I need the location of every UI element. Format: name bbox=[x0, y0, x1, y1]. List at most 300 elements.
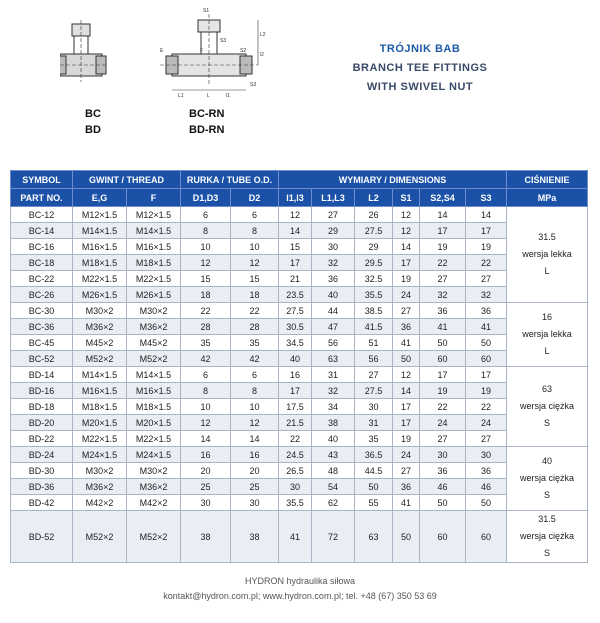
table-cell: 30 bbox=[420, 447, 466, 463]
table-cell: 30 bbox=[181, 495, 231, 511]
table-cell: 17 bbox=[466, 367, 507, 383]
table-row bbox=[11, 399, 588, 415]
pressure-rating bbox=[507, 367, 588, 447]
table-row bbox=[11, 287, 588, 303]
table-cell: 17 bbox=[420, 367, 466, 383]
table-cell: 17 bbox=[393, 399, 420, 415]
table-cell: 15 bbox=[181, 271, 231, 287]
pressure-series: wersja ciężka bbox=[520, 531, 575, 541]
table-row bbox=[11, 351, 588, 367]
part-number: BC-30 bbox=[11, 303, 73, 319]
table-cell: 38.5 bbox=[355, 303, 393, 319]
table-cell: 14 bbox=[466, 207, 507, 223]
header-col: L2 bbox=[355, 189, 393, 207]
table-row bbox=[11, 463, 588, 479]
svg-text:S1: S1 bbox=[203, 8, 210, 14]
table-row bbox=[11, 495, 588, 511]
table-cell: 41 bbox=[393, 335, 420, 351]
table-row bbox=[11, 207, 588, 223]
table-cell: 19 bbox=[420, 383, 466, 399]
table-cell: 12 bbox=[393, 207, 420, 223]
table-cell: 38 bbox=[312, 415, 355, 431]
title-polish: TRÓJNIK BAB bbox=[379, 43, 461, 55]
table-row bbox=[11, 383, 588, 399]
header-dimensions: WYMIARY / DIMENSIONS bbox=[279, 171, 507, 189]
table-cell: 10 bbox=[181, 399, 231, 415]
header-symbol: SYMBOL bbox=[11, 171, 73, 189]
header-col: S1 bbox=[393, 189, 420, 207]
table-cell: 21 bbox=[279, 271, 312, 287]
table-cell: 32 bbox=[312, 255, 355, 271]
part-number: BC-26 bbox=[11, 287, 73, 303]
table-cell: 27 bbox=[355, 367, 393, 383]
table-cell: 14 bbox=[393, 383, 420, 399]
table-cell: 55 bbox=[355, 495, 393, 511]
pressure-series: wersja lekka bbox=[522, 249, 572, 259]
table-cell: 62 bbox=[312, 495, 355, 511]
table-cell: 22 bbox=[181, 303, 231, 319]
table-cell: M45×2 bbox=[73, 335, 127, 351]
table-cell: 14 bbox=[231, 431, 279, 447]
svg-text:S3: S3 bbox=[250, 82, 257, 88]
header-col: S2,S4 bbox=[420, 189, 466, 207]
table-row bbox=[11, 479, 588, 495]
table-cell: 31 bbox=[355, 415, 393, 431]
table-cell: 25 bbox=[231, 479, 279, 495]
table-cell: 12 bbox=[393, 223, 420, 239]
table-cell: 12 bbox=[279, 207, 312, 223]
table-cell: 50 bbox=[466, 335, 507, 351]
table-cell: 42 bbox=[231, 351, 279, 367]
pressure-series: wersja ciężka bbox=[520, 473, 575, 483]
part-number: BD-22 bbox=[11, 431, 73, 447]
part-number: BD-36 bbox=[11, 479, 73, 495]
table-cell: 30 bbox=[279, 479, 312, 495]
table-row bbox=[11, 239, 588, 255]
table-cell: M45×2 bbox=[127, 335, 181, 351]
table-cell: 14 bbox=[393, 239, 420, 255]
table-cell: 35 bbox=[231, 335, 279, 351]
table-cell: 60 bbox=[420, 511, 466, 563]
table-cell: 17 bbox=[279, 255, 312, 271]
table-cell: 27.5 bbox=[279, 303, 312, 319]
table-cell: 6 bbox=[181, 367, 231, 383]
table-cell: 12 bbox=[231, 255, 279, 271]
svg-text:L1: L1 bbox=[178, 93, 184, 98]
table-row bbox=[11, 319, 588, 335]
header-row-2 bbox=[11, 189, 588, 207]
table-cell: 17.5 bbox=[279, 399, 312, 415]
table-cell: 46 bbox=[420, 479, 466, 495]
pressure-value: 31.5 bbox=[538, 514, 556, 524]
table-cell: 50 bbox=[393, 511, 420, 563]
table-cell: 24 bbox=[466, 415, 507, 431]
table-cell: M18×1.5 bbox=[127, 255, 181, 271]
table-cell: 47 bbox=[312, 319, 355, 335]
table-cell: 19 bbox=[393, 431, 420, 447]
table-cell: 30 bbox=[312, 239, 355, 255]
table-cell: 27 bbox=[466, 271, 507, 287]
table-cell: 50 bbox=[420, 495, 466, 511]
table-row bbox=[11, 303, 588, 319]
table-cell: 30 bbox=[355, 399, 393, 415]
table-cell: 8 bbox=[231, 223, 279, 239]
pressure-series: wersja lekka bbox=[522, 329, 572, 339]
table-cell: 20 bbox=[231, 463, 279, 479]
table-cell: 27 bbox=[420, 431, 466, 447]
table-row bbox=[11, 447, 588, 463]
product-title bbox=[320, 40, 520, 97]
table-cell: M26×1.5 bbox=[73, 287, 127, 303]
table-cell: M20×1.5 bbox=[73, 415, 127, 431]
table-row bbox=[11, 335, 588, 351]
table-cell: 14 bbox=[181, 431, 231, 447]
pressure-rating bbox=[507, 447, 588, 511]
table-cell: 41.5 bbox=[355, 319, 393, 335]
table-cell: 27 bbox=[466, 431, 507, 447]
pressure-code: S bbox=[544, 548, 551, 558]
header-thread: GWINT / THREAD bbox=[73, 171, 181, 189]
table-cell: 27 bbox=[393, 303, 420, 319]
table-cell: 63 bbox=[312, 351, 355, 367]
pressure-code: S bbox=[544, 490, 551, 500]
table-cell: 22 bbox=[231, 303, 279, 319]
table-cell: 12 bbox=[393, 367, 420, 383]
table-cell: M26×1.5 bbox=[127, 287, 181, 303]
table-cell: 48 bbox=[312, 463, 355, 479]
table-cell: 41 bbox=[466, 319, 507, 335]
table-cell: M36×2 bbox=[127, 319, 181, 335]
table-cell: 51 bbox=[355, 335, 393, 351]
table-cell: M30×2 bbox=[73, 303, 127, 319]
table-cell: 22 bbox=[420, 399, 466, 415]
table-cell: 22 bbox=[466, 255, 507, 271]
table-cell: 12 bbox=[181, 255, 231, 271]
table-cell: 22 bbox=[279, 431, 312, 447]
svg-text:l2: l2 bbox=[260, 52, 264, 58]
pressure-value: 31.5 bbox=[538, 232, 556, 242]
table-cell: 22 bbox=[466, 399, 507, 415]
table-cell: 15 bbox=[231, 271, 279, 287]
table-cell: M52×2 bbox=[127, 511, 181, 563]
table-cell: 19 bbox=[420, 239, 466, 255]
model-label-bc-rn: BC-RN bbox=[189, 108, 225, 120]
table-cell: 16 bbox=[231, 447, 279, 463]
table-cell: 14 bbox=[420, 207, 466, 223]
technical-drawings bbox=[60, 6, 300, 98]
table-cell: 18 bbox=[181, 287, 231, 303]
svg-text:S2: S2 bbox=[240, 48, 247, 54]
part-number: BD-14 bbox=[11, 367, 73, 383]
table-row bbox=[11, 415, 588, 431]
table-cell: 19 bbox=[393, 271, 420, 287]
table-cell: 60 bbox=[466, 351, 507, 367]
table-cell: 31 bbox=[312, 367, 355, 383]
pressure-value: 63 bbox=[542, 384, 553, 394]
table-cell: 17 bbox=[420, 223, 466, 239]
table-cell: M14×1.5 bbox=[127, 367, 181, 383]
svg-text:S3: S3 bbox=[220, 38, 227, 44]
table-cell: 23.5 bbox=[279, 287, 312, 303]
part-number: BD-42 bbox=[11, 495, 73, 511]
table-cell: M14×1.5 bbox=[73, 367, 127, 383]
table-cell: 50 bbox=[420, 335, 466, 351]
table-cell: 32 bbox=[312, 383, 355, 399]
table-cell: 27 bbox=[312, 207, 355, 223]
table-cell: 16 bbox=[279, 367, 312, 383]
table-cell: 72 bbox=[312, 511, 355, 563]
header-col: F bbox=[127, 189, 181, 207]
pressure-code: S bbox=[544, 418, 551, 428]
table-cell: 19 bbox=[466, 239, 507, 255]
table-cell: 27 bbox=[393, 463, 420, 479]
table-cell: 10 bbox=[181, 239, 231, 255]
table-cell: 56 bbox=[355, 351, 393, 367]
table-cell: 10 bbox=[231, 239, 279, 255]
svg-text:E: E bbox=[160, 48, 164, 54]
table-cell: 38 bbox=[231, 511, 279, 563]
table-row bbox=[11, 271, 588, 287]
table-cell: 50 bbox=[466, 495, 507, 511]
table-cell: 50 bbox=[355, 479, 393, 495]
table-cell: 6 bbox=[181, 207, 231, 223]
table-cell: 36 bbox=[393, 319, 420, 335]
table-cell: 24.5 bbox=[279, 447, 312, 463]
table-cell: 18 bbox=[231, 287, 279, 303]
table-cell: 10 bbox=[231, 399, 279, 415]
table-cell: 63 bbox=[355, 511, 393, 563]
table-cell: 16 bbox=[181, 447, 231, 463]
table-cell: M30×2 bbox=[73, 463, 127, 479]
table-cell: 12 bbox=[181, 415, 231, 431]
footer-contact: kontakt@hydron.com.pl; www.hydron.com.pl; tel. +48 (67) 350 53 69 bbox=[163, 591, 437, 601]
part-number: BD-16 bbox=[11, 383, 73, 399]
table-cell: 30 bbox=[466, 447, 507, 463]
table-cell: M24×1.5 bbox=[127, 447, 181, 463]
table-cell: 28 bbox=[231, 319, 279, 335]
part-number: BD-20 bbox=[11, 415, 73, 431]
title-english: BRANCH TEE FITTINGS bbox=[352, 62, 488, 74]
table-cell: M16×1.5 bbox=[127, 239, 181, 255]
svg-text:L: L bbox=[207, 93, 210, 98]
footer-company: HYDRON hydraulika siłowa bbox=[244, 576, 356, 586]
table-cell: 14 bbox=[279, 223, 312, 239]
table-cell: M52×2 bbox=[73, 511, 127, 563]
table-cell: M14×1.5 bbox=[127, 223, 181, 239]
table-row bbox=[11, 223, 588, 239]
footer bbox=[0, 574, 600, 604]
table-cell: 8 bbox=[181, 383, 231, 399]
specification-table bbox=[10, 170, 588, 563]
pressure-rating bbox=[507, 207, 588, 303]
svg-text:F: F bbox=[200, 48, 204, 54]
table-cell: M16×1.5 bbox=[73, 383, 127, 399]
table-cell: 25 bbox=[181, 479, 231, 495]
part-number: BC-36 bbox=[11, 319, 73, 335]
table-cell: 32.5 bbox=[355, 271, 393, 287]
part-number: BC-12 bbox=[11, 207, 73, 223]
table-cell: 27.5 bbox=[355, 383, 393, 399]
pressure-rating bbox=[507, 303, 588, 367]
header-col: L1,L3 bbox=[312, 189, 355, 207]
table-cell: M20×1.5 bbox=[127, 415, 181, 431]
table-cell: 8 bbox=[231, 383, 279, 399]
table-cell: 60 bbox=[420, 351, 466, 367]
table-cell: 36 bbox=[420, 463, 466, 479]
part-number: BC-16 bbox=[11, 239, 73, 255]
table-cell: 35.5 bbox=[279, 495, 312, 511]
table-cell: 36.5 bbox=[355, 447, 393, 463]
table-cell: 40 bbox=[312, 287, 355, 303]
table-cell: M42×2 bbox=[73, 495, 127, 511]
tee-fitting-drawing bbox=[60, 6, 300, 98]
header-col: D1,D3 bbox=[181, 189, 231, 207]
table-cell: 19 bbox=[466, 383, 507, 399]
table-cell: 8 bbox=[181, 223, 231, 239]
part-number: BC-22 bbox=[11, 271, 73, 287]
pressure-value: 40 bbox=[542, 456, 553, 466]
table-cell: 41 bbox=[420, 319, 466, 335]
table-cell: 17 bbox=[279, 383, 312, 399]
table-cell: 60 bbox=[466, 511, 507, 563]
part-number: BC-14 bbox=[11, 223, 73, 239]
table-cell: 44.5 bbox=[355, 463, 393, 479]
table-cell: M22×1.5 bbox=[73, 271, 127, 287]
table-cell: 34.5 bbox=[279, 335, 312, 351]
header-tube: RURKA / TUBE O.D. bbox=[181, 171, 279, 189]
table-cell: 6 bbox=[231, 367, 279, 383]
table-cell: 29.5 bbox=[355, 255, 393, 271]
pressure-code: L bbox=[544, 266, 550, 276]
table-cell: 17 bbox=[466, 223, 507, 239]
svg-text:L2: L2 bbox=[260, 32, 266, 38]
table-cell: 38 bbox=[181, 511, 231, 563]
table-cell: M18×1.5 bbox=[73, 255, 127, 271]
table-cell: 36 bbox=[393, 479, 420, 495]
part-number: BD-18 bbox=[11, 399, 73, 415]
part-number: BD-24 bbox=[11, 447, 73, 463]
table-cell: 35 bbox=[181, 335, 231, 351]
table-body bbox=[11, 207, 588, 563]
table-cell: 36 bbox=[466, 463, 507, 479]
table-cell: M52×2 bbox=[127, 351, 181, 367]
table-cell: M36×2 bbox=[73, 319, 127, 335]
header-col: l1,l3 bbox=[279, 189, 312, 207]
part-number: BC-18 bbox=[11, 255, 73, 271]
table-cell: 17 bbox=[393, 415, 420, 431]
pressure-series: wersja ciężka bbox=[520, 401, 575, 411]
title-english-2: WITH SWIVEL NUT bbox=[366, 81, 474, 93]
svg-text:l1: l1 bbox=[226, 93, 230, 98]
table-cell: 50 bbox=[393, 351, 420, 367]
table-cell: 26 bbox=[355, 207, 393, 223]
header-col: MPa bbox=[507, 189, 588, 207]
table-row bbox=[11, 431, 588, 447]
table-cell: 29 bbox=[312, 223, 355, 239]
pressure-rating bbox=[507, 511, 588, 563]
pressure-code: L bbox=[544, 346, 550, 356]
header-col: D2 bbox=[231, 189, 279, 207]
table-cell: 15 bbox=[279, 239, 312, 255]
table-cell: 36 bbox=[420, 303, 466, 319]
part-number: BC-52 bbox=[11, 351, 73, 367]
table-cell: M30×2 bbox=[127, 463, 181, 479]
table-cell: 41 bbox=[393, 495, 420, 511]
table-cell: 29 bbox=[355, 239, 393, 255]
model-label-bd: BD bbox=[85, 124, 101, 136]
model-label-bd-rn: BD-RN bbox=[189, 124, 225, 136]
table-cell: 28 bbox=[181, 319, 231, 335]
table-cell: M36×2 bbox=[127, 479, 181, 495]
table-cell: 21.5 bbox=[279, 415, 312, 431]
table-cell: M52×2 bbox=[73, 351, 127, 367]
model-label-bc: BC bbox=[85, 108, 101, 120]
header-col: E,G bbox=[73, 189, 127, 207]
table-cell: M14×1.5 bbox=[73, 223, 127, 239]
table-cell: 40 bbox=[279, 351, 312, 367]
table-cell: 32 bbox=[466, 287, 507, 303]
table-cell: M12×1.5 bbox=[73, 207, 127, 223]
table-cell: 24 bbox=[393, 287, 420, 303]
table-cell: 35 bbox=[355, 431, 393, 447]
table-cell: M36×2 bbox=[73, 479, 127, 495]
table-cell: 36 bbox=[466, 303, 507, 319]
table-cell: M30×2 bbox=[127, 303, 181, 319]
table-cell: M22×1.5 bbox=[127, 271, 181, 287]
table-cell: 54 bbox=[312, 479, 355, 495]
pressure-value: 16 bbox=[542, 312, 553, 322]
header-col: S3 bbox=[466, 189, 507, 207]
table-cell: 12 bbox=[231, 415, 279, 431]
table-cell: 35.5 bbox=[355, 287, 393, 303]
table-cell: 17 bbox=[393, 255, 420, 271]
table-cell: 43 bbox=[312, 447, 355, 463]
table-cell: 46 bbox=[466, 479, 507, 495]
table-cell: M16×1.5 bbox=[73, 239, 127, 255]
table-cell: 32 bbox=[420, 287, 466, 303]
table-cell: 44 bbox=[312, 303, 355, 319]
table-cell: 24 bbox=[393, 447, 420, 463]
table-cell: 22 bbox=[420, 255, 466, 271]
part-number: BC-45 bbox=[11, 335, 73, 351]
table-cell: 40 bbox=[312, 431, 355, 447]
table-cell: 30 bbox=[231, 495, 279, 511]
table-cell: M42×2 bbox=[127, 495, 181, 511]
header-col: PART NO. bbox=[11, 189, 73, 207]
table-cell: 24 bbox=[420, 415, 466, 431]
table-cell: 27.5 bbox=[355, 223, 393, 239]
table-cell: 30.5 bbox=[279, 319, 312, 335]
table-cell: M18×1.5 bbox=[127, 399, 181, 415]
table-cell: M18×1.5 bbox=[73, 399, 127, 415]
table-cell: 27 bbox=[420, 271, 466, 287]
table-cell: M24×1.5 bbox=[73, 447, 127, 463]
table-cell: 42 bbox=[181, 351, 231, 367]
table-cell: 41 bbox=[279, 511, 312, 563]
table-row bbox=[11, 511, 588, 563]
part-number: BD-30 bbox=[11, 463, 73, 479]
table-cell: 6 bbox=[231, 207, 279, 223]
table-cell: 56 bbox=[312, 335, 355, 351]
table-row bbox=[11, 367, 588, 383]
table-cell: 20 bbox=[181, 463, 231, 479]
table-cell: 26.5 bbox=[279, 463, 312, 479]
table-row bbox=[11, 255, 588, 271]
table-cell: 36 bbox=[312, 271, 355, 287]
table-cell: M22×1.5 bbox=[127, 431, 181, 447]
part-number: BD-52 bbox=[11, 511, 73, 563]
table-cell: 34 bbox=[312, 399, 355, 415]
